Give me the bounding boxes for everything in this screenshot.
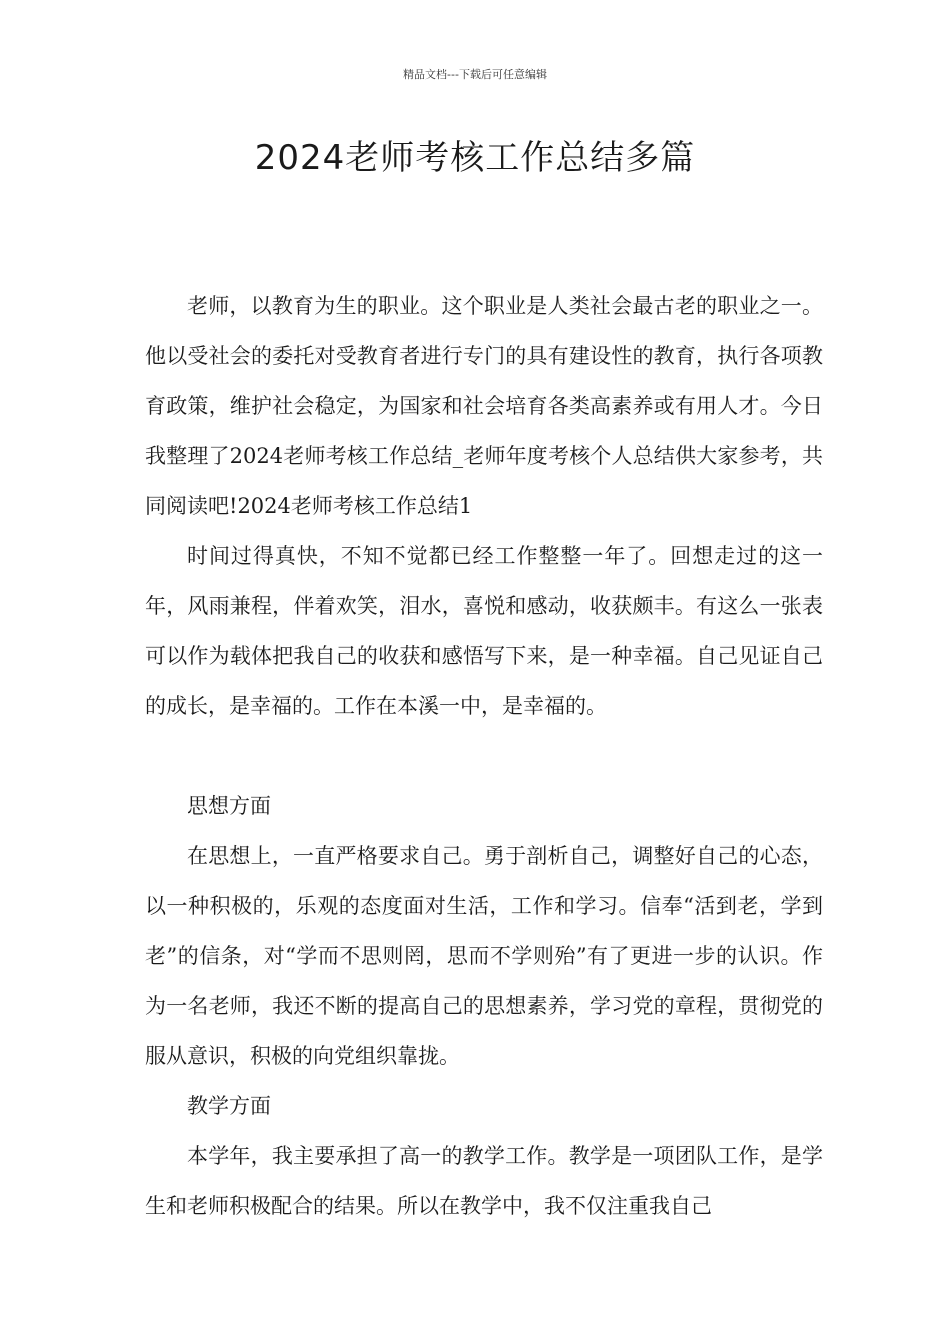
document-body xyxy=(145,281,823,1231)
paragraph-teaching: 本学年，我主要承担了高一的教学工作。教学是一项团队工作，是学生和老师积极配合的结果。所以在教学中，我不仅注重我自己 xyxy=(145,1144,823,1218)
document-title: 2024老师考核工作总结多篇 xyxy=(254,138,696,178)
header-note: 精品文档---下载后可任意编辑 xyxy=(403,68,547,81)
paragraph-reflection: 时间过得真快，不知不觉都已经工作整整一年了。回想走过的这一年，风雨兼程，伴着欢笑，泪水，喜悦和感动，收获颇丰。有这么一张表可以作为载体把我自己的收获和感悟写下来，是一种幸福。自己见证自己的成长，是幸福的。工作在本溪一中，是幸福的。 xyxy=(145,544,823,718)
section-heading-thought: 思想方面 xyxy=(187,794,271,818)
paragraph-intro: 老师，以教育为生的职业。这个职业是人类社会最古老的职业之一。他以受社会的委托对受教育者进行专门的具有建设性的教育，执行各项教育政策，维护社会稳定，为国家和社会培育各类高素养或有用人才。今日我整理了2024老师考核工作总结_老师年度考核个人总结供大家参考，共同阅读吧!2024老师考核工作总结1 xyxy=(145,294,823,518)
section-heading-teaching: 教学方面 xyxy=(187,1094,271,1118)
paragraph-thought: 在思想上，一直严格要求自己。勇于剖析自己，调整好自己的心态，以一种积极的，乐观的态度面对生活，工作和学习。信奉“活到老，学到老”的信条，对“学而不思则罔，思而不学则殆”有了更进一步的认识。作为一名老师，我还不断的提高自己的思想素养，学习党的章程，贯彻党的服从意识，积极的向党组织靠拢。 xyxy=(145,844,823,1068)
